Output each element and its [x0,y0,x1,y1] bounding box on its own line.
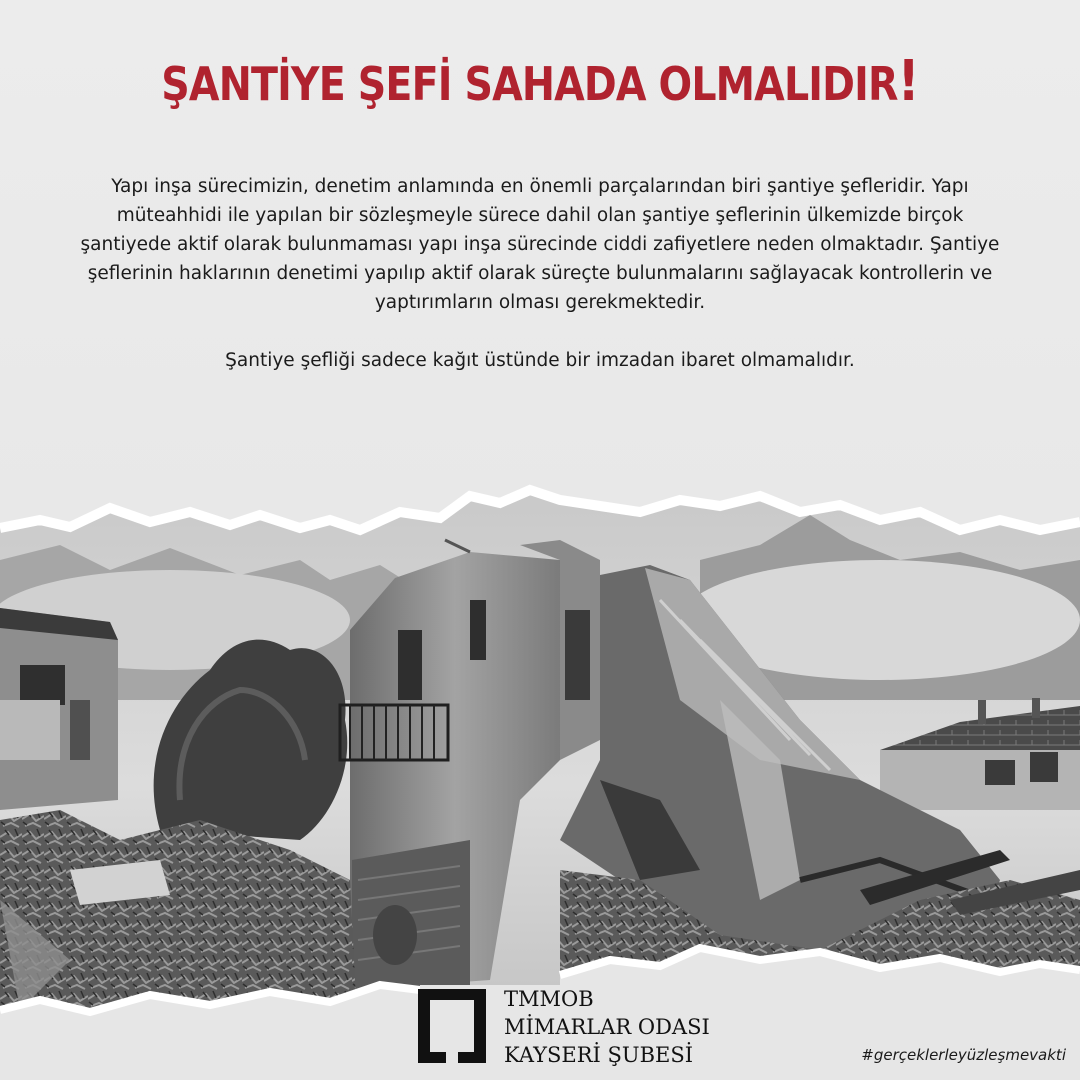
logo-line-mimarlar-odasi: MİMARLAR ODASI [504,1015,710,1039]
bracket-logo-icon [418,989,486,1063]
body-paragraph-closing: Şantiye şefliği sadece kağıt üstünde bir imzadan ibaret olmamalıdır. [225,350,855,371]
body-paragraph: Yapı inşa sürecimizin, denetim anlamında en önemli parçalarından biri şantiye şefleridir. Yapı müteahhidi ile yapılan bir sözleşmeyle sürece dahil olan şantiye şeflerinin ülkemizde birçok şantiyede aktif olarak bulunmaması yapı inşa sürecinde ciddi zafiyetlere neden olmaktadır. Şantiye şeflerinin haklarının denetimi yapılıp aktif olarak süreçte bulunmalarını sağlayacak kontrollerin ve yaptırımların olması gerekmektedir. [80,176,1000,313]
exclamation-mark: ! [897,49,919,114]
logo-line-tmmob: TMMOB [504,987,594,1011]
hashtag: #gerçeklerleyüzleşmevakti [861,1046,1066,1064]
title-text: ŞANTİYE ŞEFİ SAHADA OLMALIDIR [161,57,898,111]
logo-line-kayseri-subesi: KAYSERİ ŞUBESİ [504,1043,694,1067]
tmmob-logo [418,985,718,1065]
logo-text [504,985,710,1069]
